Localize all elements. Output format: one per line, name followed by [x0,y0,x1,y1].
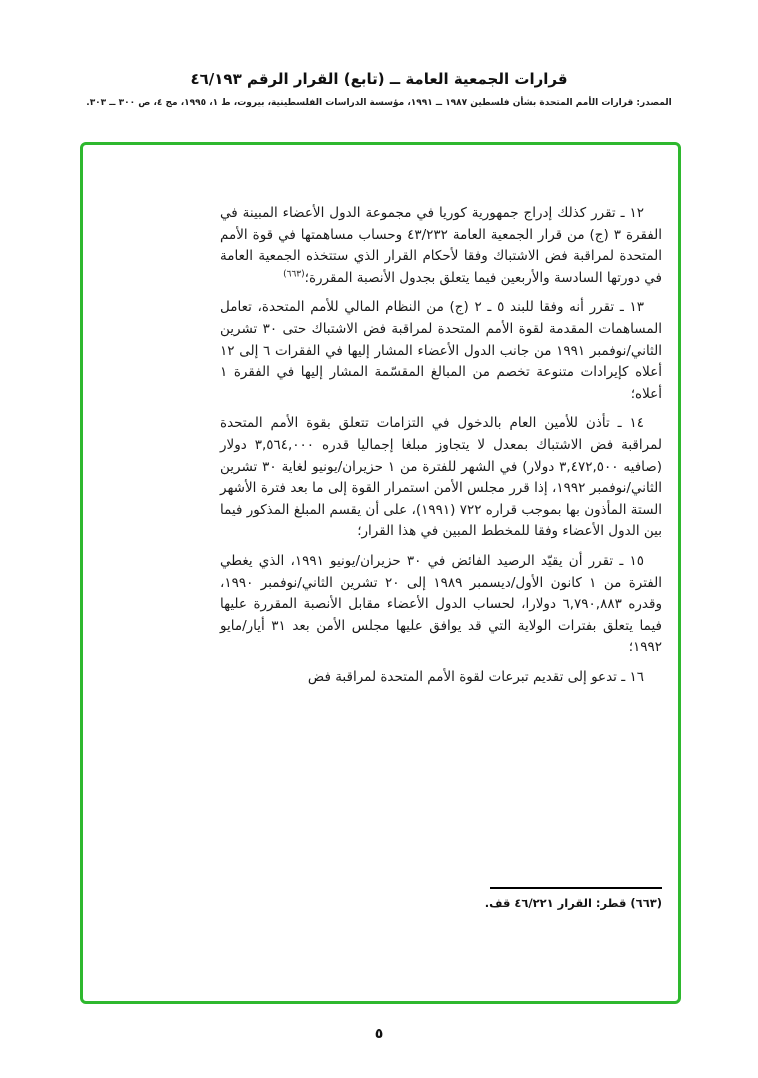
paragraph-14: ١٤ ـ تأذن للأمين العام بالدخول في التزامات تتعلق بقوة الأمم المتحدة لمراقبة فض الاشتباك بمعدل لا يتجاوز مبلغا إجماليا قدره ٣,٥٦٤,٠٠٠ دولار (صافيه ٣,٤٧٢,٥٠٠ دولار) في الشهر للفترة من ١ حزيران/يونيو لغاية ٣٠ تشرين الثاني/نوفمبر ١٩٩٢، إذا قرر مجلس الأمن استمرار القوة إلى ما بعد فترة الأشهر الستة المأذون بها بموجب قراره ٧٢٢ (١٩٩١)، على أن يقسم المبلغ المذكور فيما بين الدول الأعضاء وفقا للمخطط المبين في هذا القرار؛ [220,415,663,540]
page-title: قرارات الجمعية العامة ــ (تابع) القرار الرقم ٤٦/١٩٣ [190,70,568,88]
paragraph-12 [220,203,662,289]
content-frame [80,142,681,1004]
source-line: المصدر: قرارات الأمم المتحدة بشأن فلسطين ١٩٨٧ ــ ١٩٩١، مؤسسة الدراسات الفلسطينية، بيروت، ط ١، ١٩٩٥، مج ٤، ص ٣٠٠ ــ ٣٠٣. [86,98,672,108]
paragraph-13: ١٣ ـ تقرر أنه وفقا للبند ٥ ـ ٢ (ج) من النظام المالي للأمم المتحدة، تعامل المساهمات المقدمة لقوة الأمم المتحدة لمراقبة فض الاشتباك حتى ٣٠ تشرين الثاني/نوفمبر ١٩٩١ من جانب الدول الأعضاء المشار إليها في الفقرات ٦ إلى ١٢ أعلاه كإيرادات متنوعة تخصم من المبالغ المقسّمة المشار إليها في الفقرة ١ أعلاه؛ [220,299,663,402]
page-number: ٥ [374,1026,384,1042]
footnote-divider [490,887,662,889]
paragraph-16: ١٦ ـ تدعو إلى تقديم تبرعات لقوة الأمم المتحدة لمراقبة فض [307,668,644,685]
body-text-column [220,203,662,696]
footnote-marker: (٦٦٣) [283,269,305,280]
footnote-text: (٦٦٣) قطر: القرار ٤٦/٢٢١ قف. [484,896,662,910]
paragraph-15: ١٥ ـ تقرر أن يقيّد الرصيد الفائض في ٣٠ حزيران/يونيو ١٩٩١، الذي يغطي الفترة من ١ كانون الأول/ديسمبر ١٩٨٩ إلى ٢٠ تشرين الثاني/نوفمبر ١٩٩٠، وقدره ٦,٧٩٠,٨٨٣ دولارا، لحساب الدول الأعضاء مقابل الأنصبة المقررة عليها فيما يتعلق بفترات الولاية التي قد يوافق عليها مجلس الأمن بعد ٣١ أيار/مايو ١٩٩٢؛ [220,552,663,656]
footnote-area [220,887,662,910]
paragraph-12-text: ١٢ ـ تقرر كذلك إدراج جمهورية كوريا في مجموعة الدول الأعضاء المبينة في الفقرة ٣ (ج) من قرار الجمعية العامة ٤٣/٢٣٢ وحساب مساهمتها في قوة الأمم المتحدة لمراقبة فض الاشتباك وفقا لأحكام القرار الذي ستتخذه الجمعية العامة في دورتها السادسة والأربعين فيما يتعلق بجدول الأنصبة المقررة؛ [220,205,662,286]
